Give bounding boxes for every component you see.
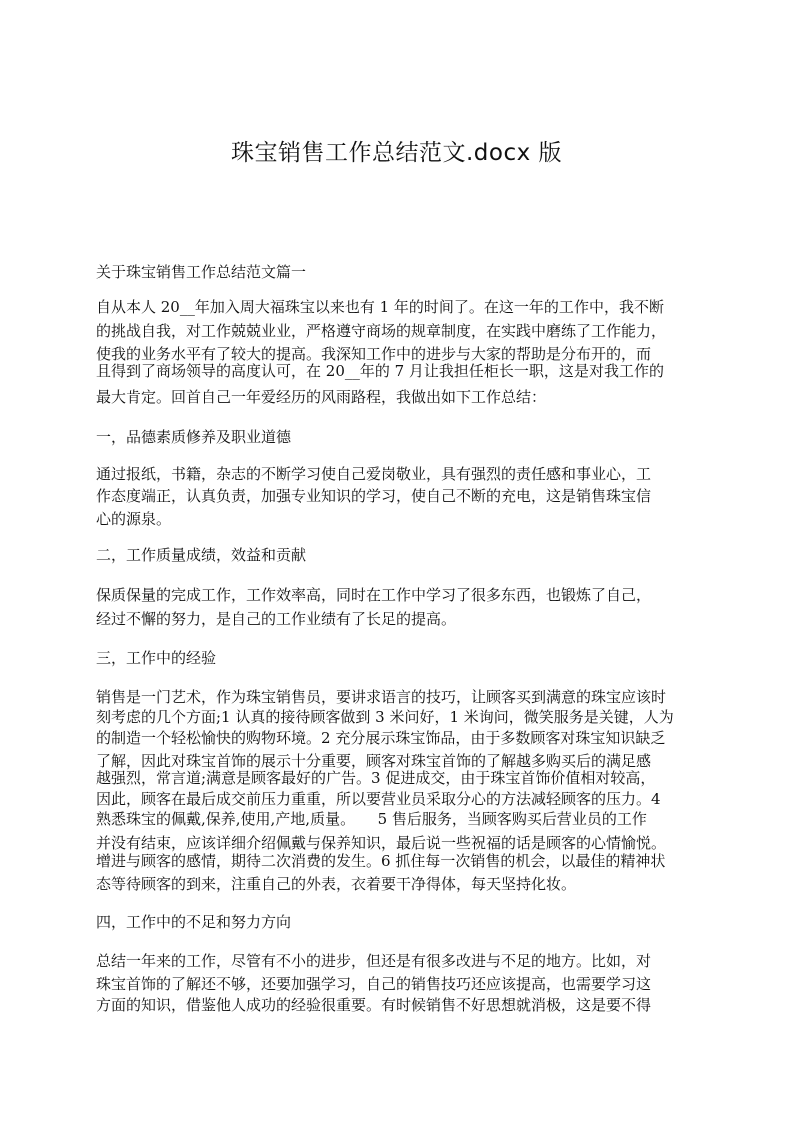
paragraph-line: 方面的知识，借鉴他人成功的经验很重要。有时候销售不好思想就消极，这是要不得 xyxy=(96,996,652,1014)
paragraph-line: 熟悉珠宝的佩戴,保养,使用,产地,质量。 5 售后服务，当顾客购买后营业员的工作 xyxy=(96,810,647,828)
paragraph-line: 保质保量的完成工作，工作效率高，同时在工作中学习了很多东西，也锻炼了自己， xyxy=(96,586,652,604)
paragraph-line: 总结一年来的工作，尽管有不小的进步，但还是有很多改进与不足的地方。比如，对 xyxy=(96,952,652,970)
paragraph-line: 因此，顾客在最后成交前压力重重，所以要营业员采取分心的方法减轻顾客的压力。4 xyxy=(96,790,661,808)
paragraph-line: 越强烈，常言道;满意是顾客最好的广告。3 促进成交，由于珠宝首饰价值相对较高， xyxy=(96,769,656,787)
section-heading: 三，工作中的经验 xyxy=(96,649,217,667)
section-heading: 二，工作质量成绩，效益和贡献 xyxy=(96,546,307,564)
paragraph-line: 使我的业务水平有了较大的提高。我深知工作中的进步与大家的帮助是分布开的，而 xyxy=(96,345,652,363)
paragraph-line: 通过报纸，书籍，杂志的不断学习使自己爱岗敬业，具有强烈的责任感和事业心，工 xyxy=(96,465,652,483)
paragraph-line: 销售是一门艺术，作为珠宝销售员，要讲求语言的技巧，让顾客买到满意的珠宝应该时 xyxy=(96,688,667,706)
paragraph-line: 珠宝首饰的了解还不够，还要加强学习，自己的销售技巧还应该提高，也需要学习这 xyxy=(96,975,652,993)
section-heading: 关于珠宝销售工作总结范文篇一 xyxy=(96,263,307,281)
paragraph-line: 自从本人 20__年加入周大福珠宝以来也有 1 年的时间了。在这一年的工作中，我不断 xyxy=(96,298,664,316)
paragraph-line: 增进与顾客的感情，期待二次消费的发生。6 抓住每一次销售的机会，以最佳的精神状 xyxy=(96,852,666,870)
paragraph-line: 了解，因此对珠宝首饰的展示十分重要，顾客对珠宝首饰的了解越多购买后的满足感 xyxy=(96,752,652,770)
paragraph-line: 态等待顾客的到来，注重自己的外表，衣着要干净得体，每天坚持化妆。 xyxy=(96,875,577,893)
paragraph-line: 经过不懈的努力，是自己的工作业绩有了长足的提高。 xyxy=(96,610,457,628)
paragraph-line: 心的源泉。 xyxy=(96,510,172,528)
section-heading: 一，品德素质修养及职业道德 xyxy=(96,428,292,446)
paragraph-line: 且得到了商场领导的高度认可，在 20__年的 7 月让我担任柜长一职，这是对我工作的 xyxy=(96,362,664,380)
paragraph-line: 并没有结束，应该详细介绍佩戴与保养知识，最后说一些祝福的话是顾客的心情愉悦。 xyxy=(96,834,667,852)
paragraph-line: 最大肯定。回首自己一年爱经历的风雨路程，我做出如下工作总结： xyxy=(96,388,547,406)
section-heading: 四，工作中的不足和努力方向 xyxy=(96,913,292,931)
paragraph-line: 作态度端正，认真负责，加强专业知识的学习，使自己不断的充电，这是销售珠宝信 xyxy=(96,487,652,505)
paragraph-line: 的制造一个轻松愉快的购物环境。2 充分展示珠宝饰品，由于多数顾客对珠宝知识缺乏 xyxy=(96,729,666,747)
paragraph-line: 刻考虑的几个方面;1 认真的接待顾客做到 3 米问好，1 米询问，微笑服务是关键，人为 xyxy=(96,708,674,726)
paragraph-line: 的挑战自我，对工作兢兢业业，严格遵守商场的规章制度，在实践中磨练了工作能力， xyxy=(96,322,667,340)
document-title: 珠宝销售工作总结范文.docx 版 xyxy=(230,140,563,166)
